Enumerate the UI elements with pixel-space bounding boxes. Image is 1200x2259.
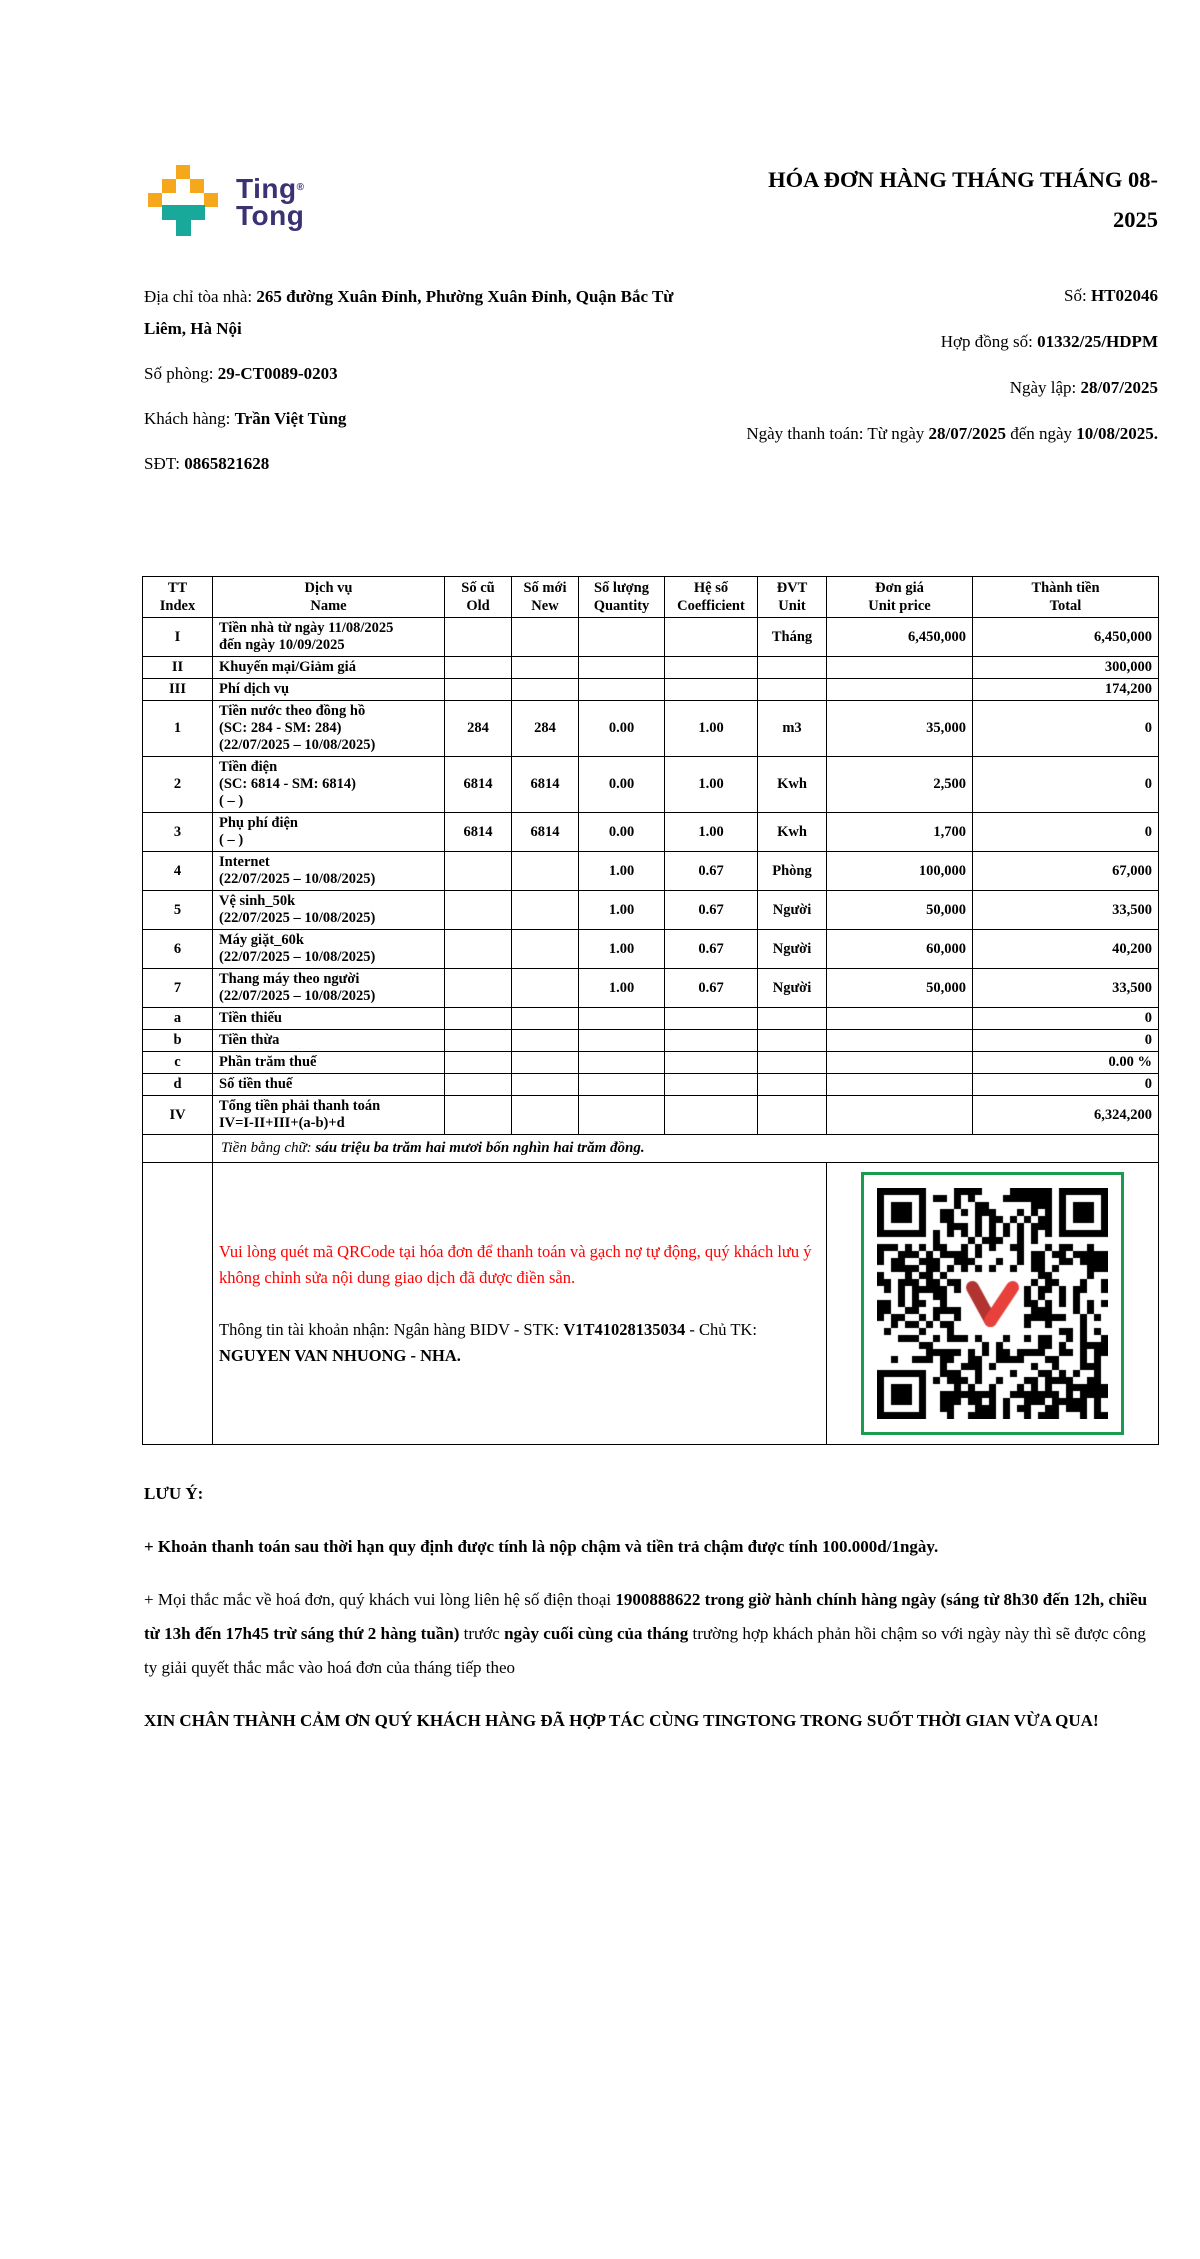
building-address: Địa chỉ tòa nhà: 265 đường Xuân Đỉnh, Phường Xuân Đỉnh, Quận Bắc Từ Liêm, Hà Nội	[144, 287, 674, 338]
table-cell	[579, 618, 665, 657]
charges-table	[142, 576, 1159, 1445]
table-cell: 6,450,000	[827, 618, 973, 657]
table-cell: b	[143, 1030, 213, 1052]
table-cell: d	[143, 1074, 213, 1096]
table-cell	[579, 679, 665, 701]
table-cell	[758, 657, 827, 679]
table-cell	[445, 1030, 512, 1052]
invoice-title-line2: 2025	[1113, 207, 1158, 232]
table-row-d	[143, 1074, 1159, 1096]
table-cell	[665, 1030, 758, 1052]
room-number: Số phòng: 29-CT0089-0203	[144, 364, 338, 383]
invoice-title-line1: HÓA ĐƠN HÀNG THÁNG THÁNG 08-	[768, 167, 1158, 192]
table-cell	[665, 1052, 758, 1074]
col-header-old: Số cũ Old	[445, 577, 512, 618]
table-cell	[512, 1052, 579, 1074]
table-cell	[445, 618, 512, 657]
tingtong-logo-mark-icon	[148, 165, 220, 237]
table-cell: 0	[973, 1008, 1159, 1030]
col-header-unit: ĐVT Unit	[758, 577, 827, 618]
table-cell	[512, 891, 579, 930]
table-row-1	[143, 701, 1159, 757]
table-cell	[665, 679, 758, 701]
table-cell: 174,200	[973, 679, 1159, 701]
table-cell	[445, 1074, 512, 1096]
table-cell: 7	[143, 969, 213, 1008]
customer-info	[144, 281, 674, 493]
table-cell	[445, 1008, 512, 1030]
table-row-3	[143, 813, 1159, 852]
table-cell	[579, 1074, 665, 1096]
table-cell	[758, 1052, 827, 1074]
table-cell: 300,000	[973, 657, 1159, 679]
contact-note-segment: trước	[459, 1624, 505, 1643]
table-cell	[665, 618, 758, 657]
amount-in-words: Tiền bằng chữ: sáu triệu ba trăm hai mươi bốn nghìn hai trăm đồng.	[213, 1135, 1159, 1163]
table-row-7	[143, 969, 1159, 1008]
table-cell: 33,500	[973, 969, 1159, 1008]
table-cell: 35,000	[827, 701, 973, 757]
table-row-6	[143, 930, 1159, 969]
table-cell	[512, 969, 579, 1008]
table-cell: 1.00	[579, 852, 665, 891]
table-cell: 0.67	[665, 930, 758, 969]
qr-code	[877, 1188, 1108, 1419]
table-cell	[512, 618, 579, 657]
contact-note	[144, 1583, 1160, 1685]
table-row-IV	[143, 1096, 1159, 1135]
contact-note-segment: ngày cuối cùng của tháng	[504, 1624, 689, 1643]
col-header-total: Thành tiền Total	[973, 577, 1159, 618]
table-cell	[579, 1096, 665, 1135]
logo-wordmark	[236, 174, 304, 229]
table-cell: 0.67	[665, 969, 758, 1008]
table-cell	[758, 1008, 827, 1030]
table-cell	[512, 852, 579, 891]
table-cell	[445, 657, 512, 679]
table-cell: 50,000	[827, 969, 973, 1008]
table-cell: 1.00	[665, 813, 758, 852]
table-cell: 0	[973, 813, 1159, 852]
table-cell	[665, 1074, 758, 1096]
table-cell: 5	[143, 891, 213, 930]
table-cell: Tiền nước theo đồng hồ (SC: 284 - SM: 284) (22/07/2025 – 10/08/2025)	[213, 701, 445, 757]
table-cell: 6,324,200	[973, 1096, 1159, 1135]
table-cell: Kwh	[758, 813, 827, 852]
table-cell: 0.67	[665, 891, 758, 930]
contact-note-segment: trường hợp khách phản hồi chậm so với ngày này thì sẽ được công ty giải quyết thắc mắc vào hoá đơn của tháng tiếp theo	[144, 1624, 1146, 1677]
table-cell: 6814	[512, 757, 579, 813]
table-cell: 4	[143, 852, 213, 891]
table-cell	[665, 657, 758, 679]
col-header-new: Số mới New	[512, 577, 579, 618]
table-cell	[758, 679, 827, 701]
table-cell: 0	[973, 757, 1159, 813]
qr-notice: Vui lòng quét mã QRCode tại hóa đơn để thanh toán và gạch nợ tự động, quý khách lưu ý không chỉnh sửa nội dung giao dịch đã được điền sẵn.	[219, 1241, 812, 1287]
table-cell: 284	[445, 701, 512, 757]
table-cell: Phòng	[758, 852, 827, 891]
col-header-quantity: Số lượng Quantity	[579, 577, 665, 618]
table-cell	[579, 1030, 665, 1052]
table-cell: 50,000	[827, 891, 973, 930]
table-row-c	[143, 1052, 1159, 1074]
table-cell	[827, 1008, 973, 1030]
table-cell: 6,450,000	[973, 618, 1159, 657]
table-cell: 2	[143, 757, 213, 813]
qr-code-cell	[827, 1163, 1159, 1445]
table-row-I	[143, 618, 1159, 657]
table-cell: Số tiền thuế	[213, 1074, 445, 1096]
notes-heading: LƯU Ý:	[144, 1484, 204, 1503]
table-row-III	[143, 679, 1159, 701]
table-cell: 6814	[512, 813, 579, 852]
logo-word-tong: Tong	[236, 199, 305, 231]
table-cell: Tổng tiền phải thanh toán IV=I-II+III+(a-b)+d	[213, 1096, 445, 1135]
footer-notes	[144, 1477, 1160, 1757]
charges-table-body	[143, 618, 1159, 1135]
table-cell: I	[143, 618, 213, 657]
table-cell	[512, 1030, 579, 1052]
table-cell	[512, 657, 579, 679]
table-cell	[665, 1008, 758, 1030]
customer-name: Khách hàng: Trần Việt Tùng	[144, 409, 347, 428]
table-cell: 1.00	[665, 757, 758, 813]
logo-word-ting: Ting	[236, 172, 297, 204]
invoice-title	[638, 160, 1158, 240]
table-cell	[512, 930, 579, 969]
table-cell: 0	[973, 1030, 1159, 1052]
table-cell: 3	[143, 813, 213, 852]
table-cell: 6814	[445, 813, 512, 852]
table-cell: 284	[512, 701, 579, 757]
table-cell: Kwh	[758, 757, 827, 813]
account-holder: NGUYEN VAN NHUONG - NHA.	[219, 1345, 461, 1365]
qr-payment-row	[143, 1163, 1159, 1445]
table-cell	[512, 1096, 579, 1135]
table-cell: 0.67	[665, 852, 758, 891]
table-cell: 1.00	[579, 891, 665, 930]
registered-mark: ®	[296, 181, 305, 193]
table-cell	[665, 1096, 758, 1135]
table-cell: Khuyến mại/Giảm giá	[213, 657, 445, 679]
table-cell	[512, 1008, 579, 1030]
thanks-note: XIN CHÂN THÀNH CẢM ƠN QUÝ KHÁCH HÀNG ĐÃ HỢP TÁC CÙNG TINGTONG TRONG SUỐT THỜI GIAN VỪA QUA!	[144, 1711, 1099, 1730]
table-cell	[758, 1096, 827, 1135]
table-cell: 1.00	[579, 969, 665, 1008]
table-row-a	[143, 1008, 1159, 1030]
table-cell	[827, 657, 973, 679]
table-cell	[579, 1052, 665, 1074]
table-cell	[827, 1074, 973, 1096]
table-row-b	[143, 1030, 1159, 1052]
table-cell: 100,000	[827, 852, 973, 891]
table-cell	[512, 679, 579, 701]
table-cell: 40,200	[973, 930, 1159, 969]
tingtong-logo	[148, 165, 304, 237]
table-cell: 33,500	[973, 891, 1159, 930]
table-cell: 0.00	[579, 757, 665, 813]
table-cell	[445, 1052, 512, 1074]
table-cell: Tiền điện (SC: 6814 - SM: 6814) ( – )	[213, 757, 445, 813]
table-cell: Phí dịch vụ	[213, 679, 445, 701]
table-cell: c	[143, 1052, 213, 1074]
table-row-5	[143, 891, 1159, 930]
table-cell: Máy giặt_60k (22/07/2025 – 10/08/2025)	[213, 930, 445, 969]
table-cell: Thang máy theo người (22/07/2025 – 10/08/2025)	[213, 969, 445, 1008]
contact-note-segment: 1900888622 trong giờ hành chính hàng ngày (sáng từ 8h30 đến 12h, chiều từ 13h đến 17h45 trừ sáng thứ 2 hàng tuần)	[144, 1590, 1148, 1643]
table-cell	[579, 657, 665, 679]
table-cell: Tháng	[758, 618, 827, 657]
col-header-coefficient: Hệ số Coefficient	[665, 577, 758, 618]
table-cell: 6814	[445, 757, 512, 813]
table-cell: Internet (22/07/2025 – 10/08/2025)	[213, 852, 445, 891]
table-cell: Người	[758, 969, 827, 1008]
table-cell: Tiền thiếu	[213, 1008, 445, 1030]
invoice-number: Số: HT02046	[1064, 286, 1158, 305]
table-cell: 0.00	[579, 813, 665, 852]
table-cell: 0.00	[579, 701, 665, 757]
amount-in-words-row	[143, 1135, 1159, 1163]
invoice-meta	[718, 281, 1158, 493]
table-cell: 0.00 %	[973, 1052, 1159, 1074]
qr-code-frame	[861, 1172, 1124, 1435]
table-row-2	[143, 757, 1159, 813]
bank-account-info: Thông tin tài khoản nhận: Ngân hàng BIDV - STK: V1T41028135034 - Chủ TK: NGUYEN VAN NHUONG - NHA.	[219, 1319, 757, 1365]
table-cell: Vệ sinh_50k (22/07/2025 – 10/08/2025)	[213, 891, 445, 930]
table-cell	[445, 930, 512, 969]
table-cell: Tiền thừa	[213, 1030, 445, 1052]
table-cell	[445, 679, 512, 701]
table-cell	[445, 969, 512, 1008]
table-cell	[827, 1096, 973, 1135]
table-cell: Người	[758, 930, 827, 969]
table-cell: 6	[143, 930, 213, 969]
table-cell	[445, 852, 512, 891]
contract-number: Hợp đồng số: 01332/25/HDPM	[940, 332, 1158, 351]
table-row-II	[143, 657, 1159, 679]
table-cell: Phụ phí điện ( – )	[213, 813, 445, 852]
charges-table-header	[143, 577, 1159, 618]
table-row-4	[143, 852, 1159, 891]
table-cell: 60,000	[827, 930, 973, 969]
table-cell: IV	[143, 1096, 213, 1135]
table-cell	[758, 1030, 827, 1052]
table-cell: III	[143, 679, 213, 701]
table-cell: Phần trăm thuế	[213, 1052, 445, 1074]
issue-date: Ngày lập: 28/07/2025	[1009, 378, 1158, 397]
table-cell	[512, 1074, 579, 1096]
table-cell	[579, 1008, 665, 1030]
table-cell: Người	[758, 891, 827, 930]
col-header-unit-price: Đơn giá Unit price	[827, 577, 973, 618]
table-cell: 1	[143, 701, 213, 757]
payment-instructions	[213, 1163, 827, 1445]
col-header-index: TT Index	[143, 577, 213, 618]
table-cell	[827, 679, 973, 701]
table-cell: 67,000	[973, 852, 1159, 891]
table-cell	[827, 1052, 973, 1074]
phone-number: SĐT: 0865821628	[144, 454, 270, 473]
table-cell: 1,700	[827, 813, 973, 852]
late-payment-note: + Khoản thanh toán sau thời hạn quy định được tính là nộp chậm và tiền trả chậm được tính 100.000d/1ngày.	[144, 1537, 939, 1556]
col-header-name: Dịch vụ Name	[213, 577, 445, 618]
payment-period: Ngày thanh toán: Từ ngày 28/07/2025 đến ngày 10/08/2025.	[746, 424, 1158, 443]
table-cell: 1.00	[579, 930, 665, 969]
contact-note-segment: + Mọi thắc mắc về hoá đơn, quý khách vui lòng liên hệ số điện thoại	[144, 1590, 616, 1609]
table-cell: II	[143, 657, 213, 679]
table-cell: Tiền nhà từ ngày 11/08/2025 đến ngày 10/09/2025	[213, 618, 445, 657]
table-cell	[827, 1030, 973, 1052]
table-cell: 1.00	[665, 701, 758, 757]
table-cell: 0	[973, 1074, 1159, 1096]
table-cell	[445, 891, 512, 930]
account-number: V1T41028135034	[563, 1319, 686, 1339]
table-cell: a	[143, 1008, 213, 1030]
table-cell: m3	[758, 701, 827, 757]
table-cell: 2,500	[827, 757, 973, 813]
table-cell	[758, 1074, 827, 1096]
table-cell	[445, 1096, 512, 1135]
invoice-info	[144, 281, 1158, 493]
table-cell: 0	[973, 701, 1159, 757]
